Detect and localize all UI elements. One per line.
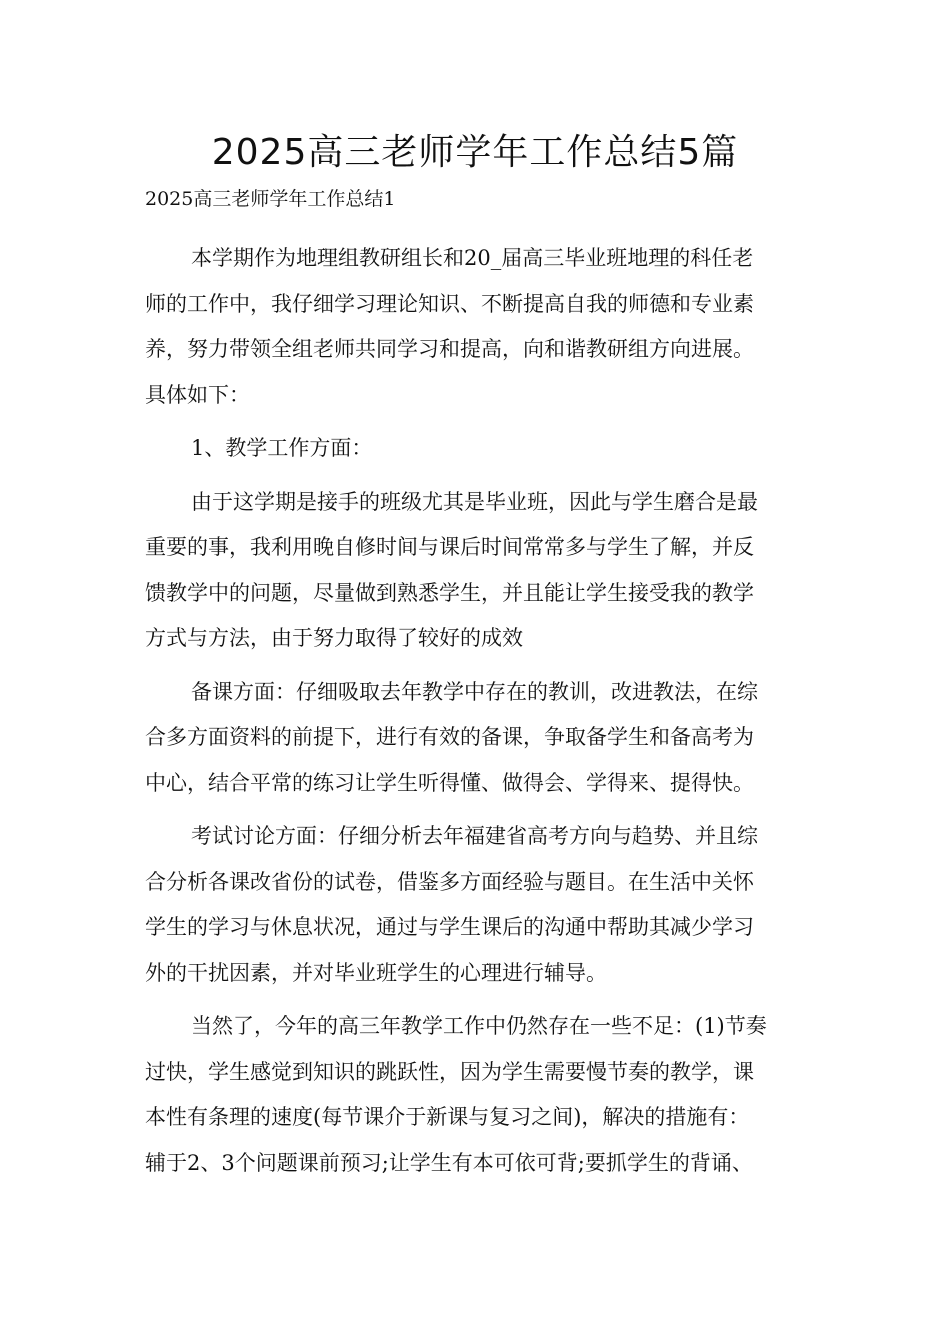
paragraph bbox=[145, 814, 807, 996]
text-line: 本性有条理的速度(每节课介于新课与复习之间)，解决的措施有： bbox=[145, 1105, 750, 1129]
text-line: 辅于2、3个问题课前预习;让学生有本可依可背;要抓学生的背诵、 bbox=[145, 1150, 753, 1175]
paragraph bbox=[145, 670, 807, 807]
text-line: 当然了，今年的高三年教学工作中仍然存在一些不足：(1)节奏 bbox=[191, 1014, 767, 1038]
text-line: 备课方面：仔细吸取去年教学中存在的教训，改进教法，在综 bbox=[191, 679, 758, 704]
paragraph bbox=[145, 236, 807, 418]
paragraph bbox=[145, 480, 807, 662]
text-line: 考试讨论方面：仔细分析去年福建省高考方向与趋势、并且综 bbox=[191, 824, 758, 848]
text-line: 外的干扰因素，并对毕业班学生的心理进行辅导。 bbox=[145, 960, 607, 985]
text-line: 馈教学中的问题，尽量做到熟悉学生，并且能让学生接受我的教学 bbox=[145, 580, 754, 605]
document-body bbox=[145, 236, 807, 1194]
document-title: 2025高三老师学年工作总结5篇 bbox=[211, 132, 739, 173]
text-line: 学生的学习与休息状况，通过与学生课后的沟通中帮助其减少学习 bbox=[145, 915, 754, 939]
section-heading: 2025高三老师学年工作总结1 bbox=[145, 188, 396, 210]
text-line: 师的工作中，我仔细学习理论知识、不断提高自我的师德和专业素 bbox=[145, 291, 754, 316]
paragraph bbox=[145, 1004, 807, 1186]
text-line: 具体如下： bbox=[145, 382, 250, 407]
text-line: 本学期作为地理组教研组长和20_届高三毕业班地理的科任老 bbox=[191, 246, 754, 270]
text-line: 1、教学工作方面： bbox=[191, 436, 373, 460]
text-line: 由于这学期是接手的班级尤其是毕业班，因此与学生磨合是最 bbox=[191, 489, 758, 514]
text-line: 中心，结合平常的练习让学生听得懂、做得会、学得来、提得快。 bbox=[145, 770, 754, 795]
paragraph bbox=[145, 426, 807, 472]
text-line: 方式与方法，由于努力取得了较好的成效 bbox=[145, 626, 523, 650]
text-line: 重要的事，我利用晚自修时间与课后时间常常多与学生了解，并反 bbox=[145, 535, 754, 559]
text-line: 过快，学生感觉到知识的跳跃性，因为学生需要慢节奏的教学，课 bbox=[145, 1059, 754, 1084]
text-line: 合多方面资料的前提下，进行有效的备课，争取备学生和备高考为 bbox=[145, 725, 754, 749]
text-line: 养，努力带领全组老师共同学习和提高，向和谐教研组方向进展。 bbox=[145, 337, 754, 361]
text-line: 合分析各课改省份的试卷，借鉴多方面经验与题目。在生活中关怀 bbox=[145, 869, 754, 894]
